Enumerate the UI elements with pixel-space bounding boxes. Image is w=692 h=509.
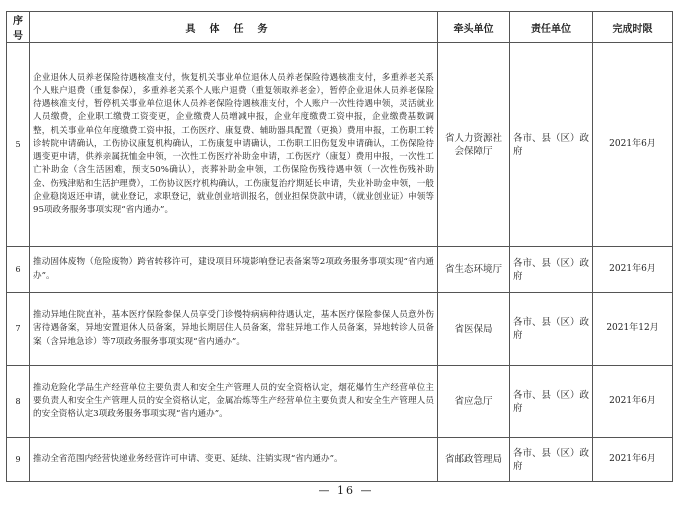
table-row <box>7 247 673 293</box>
row-deadline: 2021年6月 <box>593 438 673 482</box>
header-index: 序号 <box>7 12 30 43</box>
row-deadline: 2021年6月 <box>593 247 673 293</box>
table-row <box>7 438 673 482</box>
row-index: 6 <box>7 247 30 293</box>
row-lead-unit: 省医保局 <box>438 293 510 366</box>
row-responsible-unit: 各市、县（区）政府 <box>510 293 593 366</box>
row-task: 推动危险化学品生产经营单位主要负责人和安全生产管理人员的安全资格认定，烟花爆竹生产经营单位主要负责人和安全生产管理人员的安全资格认定，金属冶炼等生产经营单位主要负责人和安全生产管理人员的安全资格认定3项政务服务事项实现“省内通办”。 <box>30 366 438 438</box>
row-deadline: 2021年6月 <box>593 366 673 438</box>
row-responsible-unit: 各市、县（区）政府 <box>510 43 593 247</box>
header-deadline: 完成时限 <box>593 12 673 43</box>
row-lead-unit: 省生态环境厅 <box>438 247 510 293</box>
header-task: 具体任务 <box>30 12 438 43</box>
row-task: 推动固体废物（危险废物）跨省转移许可，建设项目环境影响登记表备案等2项政务服务事项实现“省内通办”。 <box>30 247 438 293</box>
table-header-row <box>7 12 673 43</box>
row-lead-unit: 省人力资源社会保障厅 <box>438 43 510 247</box>
row-lead-unit: 省应急厅 <box>438 366 510 438</box>
table-row <box>7 43 673 247</box>
table-row <box>7 293 673 366</box>
row-task: 企业退休人员养老保险待遇核准支付，恢复机关事业单位退休人员养老保险待遇核准支付，多重养老关系个人账户退费（重复参保），多重养老关系个人账户退费（重复领取养老金），暂停企业退休人员养老保险待遇核准支付，暂停机关事业单位退休人员养老保险待遇核准支付，个人账户一次性待遇申领，灵活就业人员缴费，企业职工缴费工资变更，企业缴费人员增减申报，企业年度缴费工资申报，企业缴费基数调整，机关事业单位年度缴费工资申报，工伤医疗、康复费、辅助器具配置（更换）费用申报，工伤职工转诊转院申请确认，工伤协议康复机构确认，工伤康复申请确认，工伤职工旧伤复发申请确认，工伤保险待遇变更申请，供养亲属抚恤金申领，一次性工伤医疗补助金申请，工伤医疗（康复）费用申报，一次性工亡补助金（含生活困难，预支50%确认），丧葬补助金申领，工伤保险伤残待遇申领（一次性伤残补助金、伤残津贴和生活护理费），工伤协议医疗机构确认，工伤康复治疗期延长申请，失业补助金申领，一般企业稳岗返还申请，就业登记，求职登记，就业创业培训报名，创业担保贷款申请，（就业创业证）申领等95项政务服务事项实现“省内通办”。 <box>30 43 438 247</box>
row-deadline: 2021年12月 <box>593 293 673 366</box>
row-deadline: 2021年6月 <box>593 43 673 247</box>
row-index: 8 <box>7 366 30 438</box>
row-responsible-unit: 各市、县（区）政府 <box>510 366 593 438</box>
row-index: 7 <box>7 293 30 366</box>
row-responsible-unit: 各市、县（区）政府 <box>510 438 593 482</box>
row-responsible-unit: 各市、县（区）政府 <box>510 247 593 293</box>
row-task: 推动异地住院直补，基本医疗保险参保人员享受门诊慢特病病种待遇认定，基本医疗保险参保人员意外伤害待遇备案，异地安置退休人员备案，异地长期居住人员备案，常驻异地工作人员备案，异地转诊人员备案（含异地急诊）等7项政务服务事项实现“省内通办”。 <box>30 293 438 366</box>
table-row <box>7 366 673 438</box>
header-lead-unit: 牵头单位 <box>438 12 510 43</box>
row-task: 推动全省范围内经营快递业务经营许可申请、变更、延续、注销实现“省内通办”。 <box>30 438 438 482</box>
task-table <box>6 11 673 482</box>
header-responsible-unit: 责任单位 <box>510 12 593 43</box>
page-number: — 16 — <box>318 484 374 497</box>
row-index: 9 <box>7 438 30 482</box>
row-index: 5 <box>7 43 30 247</box>
row-lead-unit: 省邮政管理局 <box>438 438 510 482</box>
